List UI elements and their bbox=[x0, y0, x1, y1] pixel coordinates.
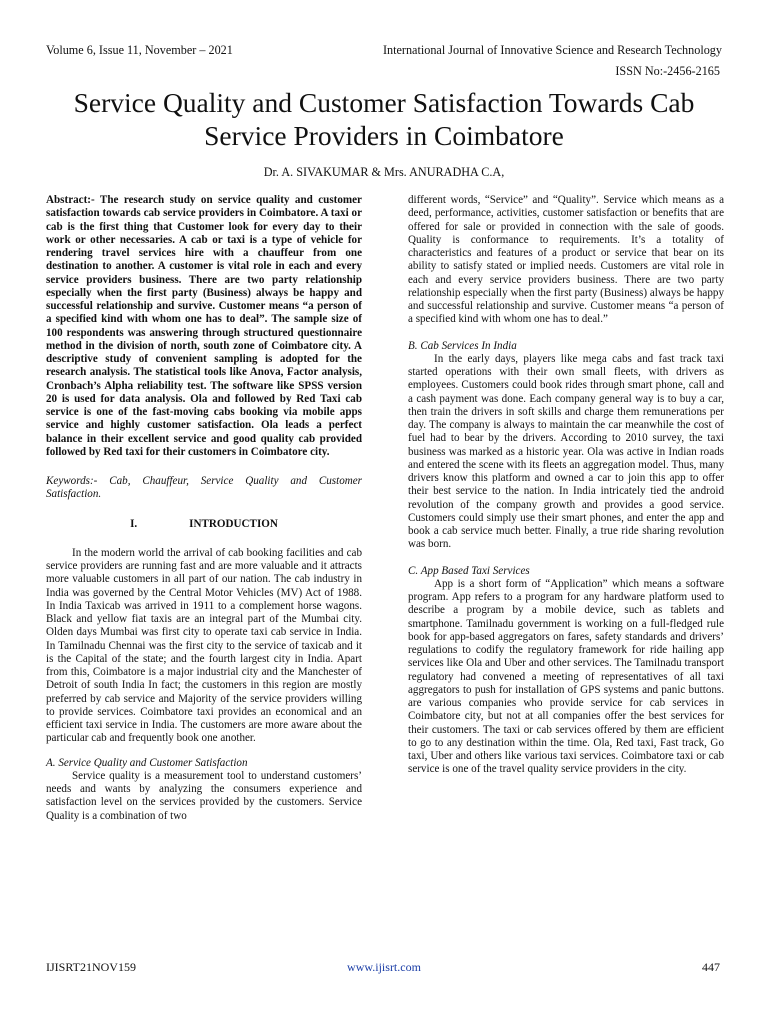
paper-id: IJISRT21NOV159 bbox=[46, 960, 136, 974]
right-column bbox=[408, 194, 724, 777]
section-heading bbox=[46, 518, 362, 531]
subsection-a-text: Service quality is a measurement tool to understand customers’ needs and wants by analyzing the consumers experience and satisfaction level on the services provided by the customers. Service Quality is a combination of two bbox=[46, 769, 362, 822]
journal-name: International Journal of Innovative Science and Research Technology bbox=[382, 43, 722, 57]
section-title: INTRODUCTION bbox=[189, 517, 278, 530]
abstract: Abstract:- The research study on service quality and customer satisfaction towards cab service providers in Coimbatore. A taxi or cab is the first thing that Customer look for every day to their work or other necessaries. A cab or taxi is a type of vehicle for rendering travel services hire with a chauffeur from one destination to another. A customer is vital role in each and every service providers business. There are two party relationship especially when the first party (Business) always be happy and successful relationship and survive. Customer means “a person of a specified kind with whom one has to deal”. The sample size of 100 respondents was answering through structured questionnaire method in the division of north, south zone of Coimbatore city. A descriptive study of convenient sampling is adopted for the research analysis. The statistical tools like Anova, Factor analysis, Cronbach’s Alpha reliability test. The software like SPSS version 20 is used for data analysis. Ola and followed by Red Taxi cab service is one of the fast-moving cabs booking via mobile apps service and highly customer satisfaction. Ola leads a perfect balance in their excellent service and good quality cab provided followed by Red taxi for their customers in Coimbatore city. bbox=[46, 194, 362, 458]
subsection-c-text: App is a short form of “Application” which means a software program. App refers to a program for any hardware platform used to describe a program by a mobile device, such as tablets and smartphone. Tamilnadu government is working on a full-fledged rule book for app-based aggregators on fares, safety standards and drivers’ regulations to codify the regulatory framework for ride hailing app services like Ola and Uber and other services. The Tamilnadu transport regulatory had convened a meeting of representatives of all taxi aggregators to push for installation of GPS systems and panic buttons. are various companies who provide service for cab services in Coimbatore city, but not at all companies offer the best services for their customers. The taxi or cab services offered by them are efficient to go to any destination within the time. Ola, Red taxi, Fast track, Go taxi, Uber and others like various taxi services. Coimbatore taxi or cab service is one of the travel quality service providers in the city. bbox=[408, 577, 724, 776]
subsection-a-heading: A. Service Quality and Customer Satisfaction bbox=[46, 756, 248, 769]
subsection-b-heading: B. Cab Services In India bbox=[408, 339, 517, 352]
subsection-c-heading: C. App Based Taxi Services bbox=[408, 564, 530, 577]
issn: ISSN No:-2456-2165 bbox=[615, 64, 720, 78]
section-number: I. bbox=[130, 517, 138, 530]
continuation-paragraph: different words, “Service” and “Quality”. Service which means as a deed, performance, activities, customer satisfaction or benefits that are offered for sale or provided in connection with the sale of goods. Quality is conformance to requirements. It’s a totality of characteristics and features of a product or service that bear on its ability to satisfy stated or implied needs. Customers are vital role in each and every service providers business. There are two party relationship especially when the first party (Business) always be happy and successful relationship and survive. Customer means “a person of a specified kind with whom one has to deal.” bbox=[408, 194, 724, 326]
page-number: 447 bbox=[702, 960, 720, 974]
subsection-b-text: In the early days, players like mega cabs and fast track taxi started operations with their own small fleets, with drivers as employees. Customers could book rides through smart phone, call and a cash payment was done. Each company general way is to buy a car, then train the drivers in soft skills and charge them remunerations per day. The company is always to maintain the car meanwhile the cost of fuel had to bear by the drivers. According to 2010 survey, the taxi business was marked as a historic year. Ola was active in Indian roads and entered the scene with its fleets an aggregation model. Thus, many drivers know this platform and owned a car to join this app to offer their best service to the nation. In India intricately tied the android revolution of the company growth and provides a good service. Customers could simply use their smart phones, and enter the app and book a cab service much better. Finally, a true ride sharing revolution was born. bbox=[408, 352, 724, 551]
left-column bbox=[46, 194, 362, 823]
paper-title: Service Quality and Customer Satisfaction Towards Cab Service Providers in Coimbatore bbox=[73, 87, 695, 151]
intro-paragraph: In the modern world the arrival of cab booking facilities and cab service providers are running fast and are more valuable and it attracts more valuable customers in all part of our nation. The cab industry in India was governed by the Central Motor Vehicles (MV) Act of 1988. In India Taxicab was arrived in 1911 to a complement horse wagons. Black and yellow fiat taxis are an integral part of the Mumbai city. Olden days Mumbai was first city to operate taxi cab service in India. In Tamilnadu Chennai was the first city to the service of taxicab and it is the Capital of the state; and the fourth largest city in India. Apart from this, Coimbatore is a major industrial city and the Manchester of Detroit of south India In fact; the customers in this region are mostly preferred by cab service and Majority of the service providers willing to provide services. Coimbatore taxi provides an economical and an efficient taxi service in India. The customers are more aware about the particular cab and frequently book one another. bbox=[46, 546, 362, 745]
website-link[interactable]: www.ijisrt.com bbox=[347, 960, 421, 974]
volume-info: Volume 6, Issue 11, November – 2021 bbox=[46, 43, 233, 57]
keywords: Keywords:- Cab, Chauffeur, Service Quality and Customer Satisfaction. bbox=[46, 475, 362, 501]
authors: Dr. A. SIVAKUMAR & Mrs. ANURADHA C.A, bbox=[263, 165, 505, 179]
